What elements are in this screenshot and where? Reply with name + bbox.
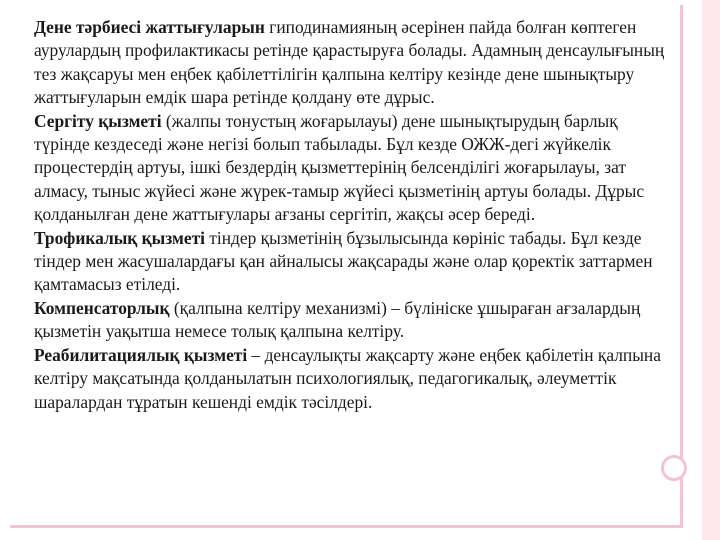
term-toning-function: Сергіту қызметі [34, 110, 162, 131]
side-decoration [702, 0, 720, 540]
paragraph-toning-function [34, 110, 674, 227]
paragraph-rehabilitation [34, 344, 674, 414]
paragraph-trophic-function [34, 227, 674, 297]
text-physical-education: гиподинамияның әсерінен пайда болған көптеген аурулардың профилактикасы ретінде қарастыруға болады. Адамның денсаулығының тез жақсаруы мен еңбек қабілеттілігін қалпына келтіру кезінде дене шынықтыру жаттығуларын емдік шара ретінде қолдану өте дұрыс. [34, 17, 665, 108]
term-compensatory: Компенсаторлық [34, 297, 170, 318]
paragraph-physical-education [34, 16, 674, 110]
paragraph-compensatory [34, 297, 674, 344]
term-trophic-function: Трофикалық қызметі [34, 227, 205, 248]
slide-body [34, 16, 674, 414]
term-physical-education: Дене тәрбиесі жаттығуларын [34, 17, 265, 37]
term-rehabilitation: Реабилитациялық қызметі [34, 344, 248, 365]
text-compensatory: (қалпына келтіру механизмі) – бүлініске ұшыраған ағзалардың қызметін уақытша немесе толық қалпына келтіру. [34, 297, 641, 342]
text-toning-function: (жалпы тонустың жоғарылауы) дене шынықтырудың барлық түрінде кездеседі және негізі болып табылады. Бұл кезде ОЖЖ-дегі жүйкелік процестердің артуы, ішкі бездердің қызметтерінің белсенділігі жоғарылауы, зат алмасу, тыныс жүйесі және жүрек-тамыр жүйесі қызметінің артуы болады. Дұрыс қолданылған дене жаттығулары ағзаны сергітіп, жақсы әсер береді. [34, 110, 645, 225]
text-rehabilitation: – денсаулықты жақсарту және еңбек қабілетін қалпына келтіру мақсатында қолданылатын психологиялық, педагогикалық, әлеуметтік шаралардан тұратын кешенді емдік тәсілдері. [34, 344, 661, 412]
slide-corner-circle [661, 455, 687, 481]
text-trophic-function: тіндер қызметінің бұзылысында көрініс табады. Бұл кезде тіндер мен жасушалардағы қан айналысы жақсарады және олар қоректік заттармен қамтамасыз етіледі. [34, 227, 653, 295]
